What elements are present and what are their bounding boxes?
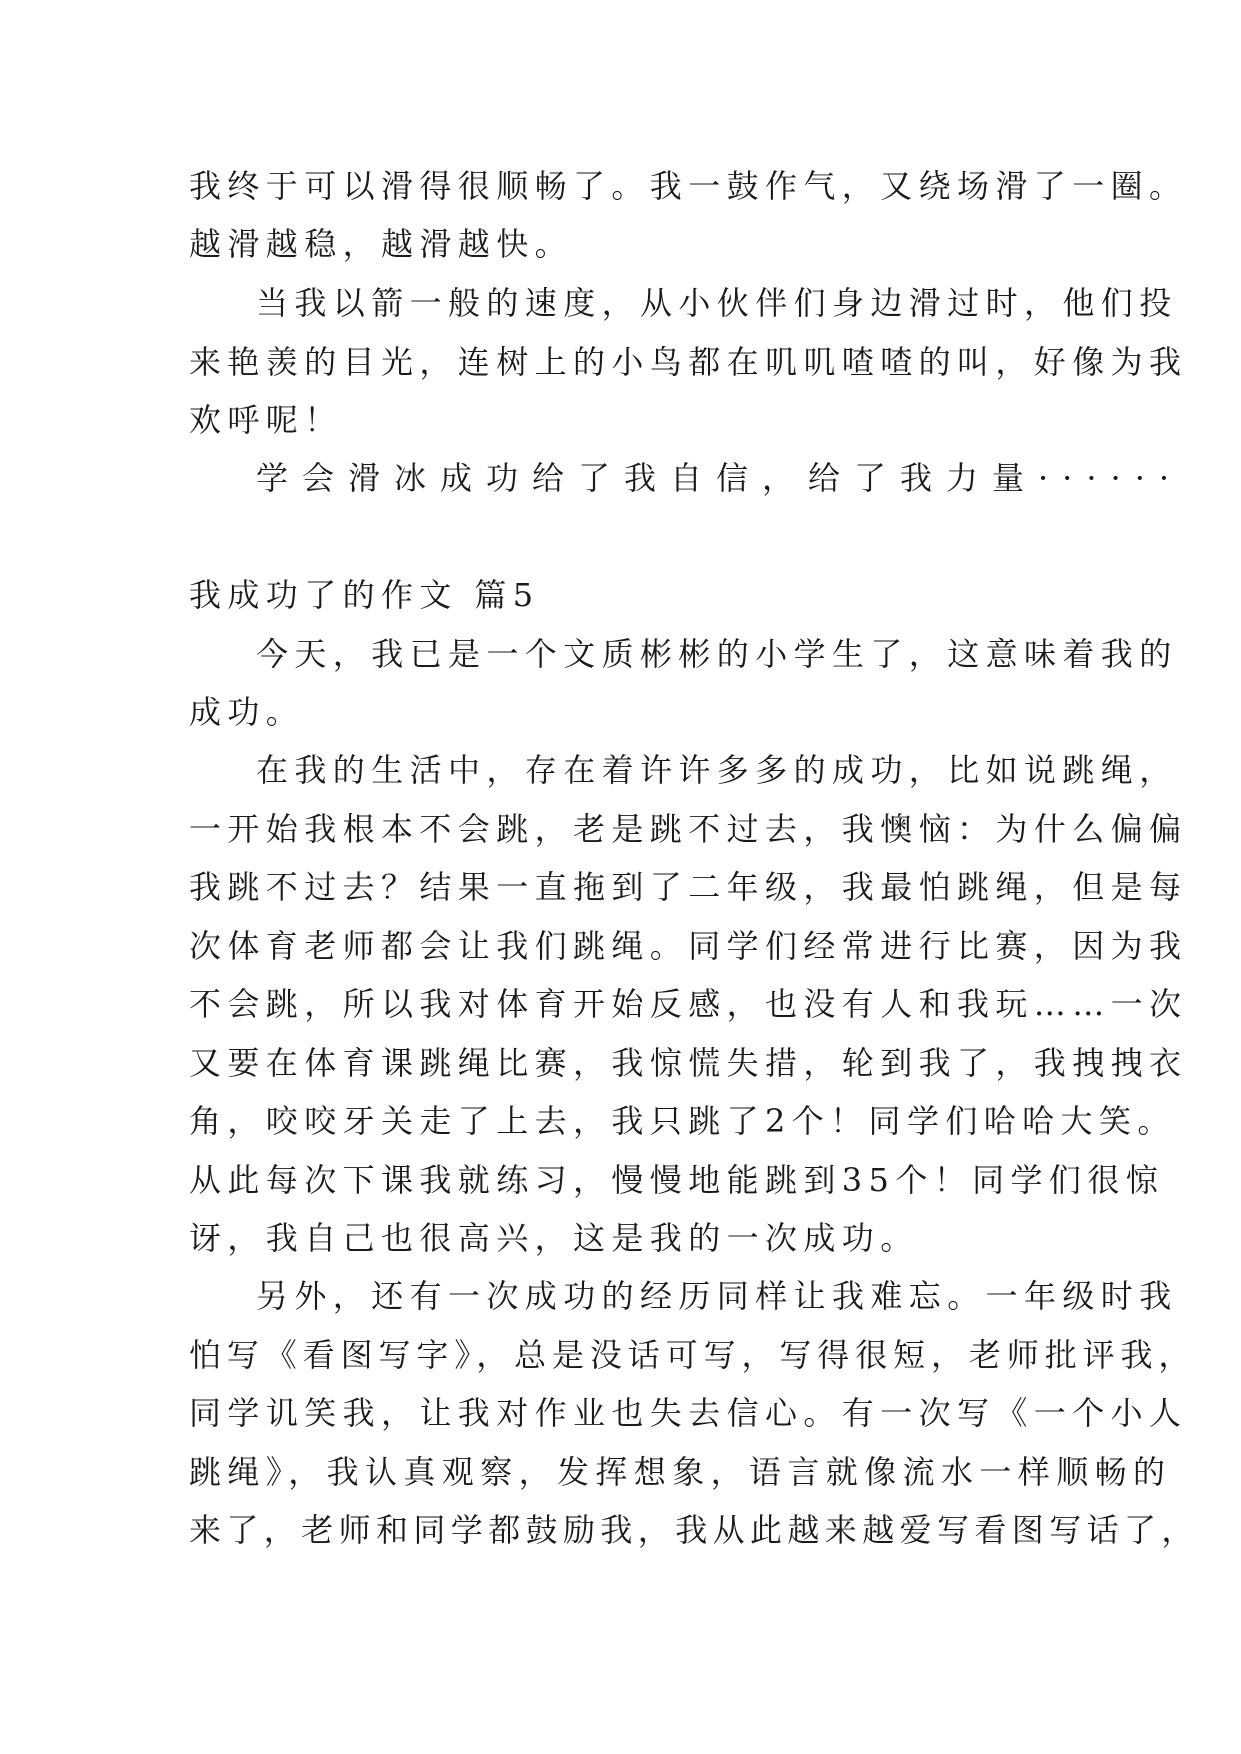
text-line: 一开始我根本不会跳，老是跳不过去，我懊恼：为什么偏偏 [189, 810, 1188, 848]
text-line: 次体育老师都会让我们跳绳。同学们经常进行比赛，因为我 [189, 927, 1188, 965]
text-line: 怕写《看图写字》，总是没话可写，写得很短，老师批评我， [189, 1336, 1197, 1374]
text-line: 从此每次下课我就练习，慢慢地能跳到35个！同学们很惊 [189, 1161, 1165, 1199]
paragraph-start-line: 当我以箭一般的速度，从小伙伴们身边滑过时，他们投 [256, 284, 1178, 322]
text-line: 不会跳，所以我对体育开始反感，也没有人和我玩……一次 [189, 985, 1188, 1023]
text-line: 讶，我自己也很高兴，这是我的一次成功。 [189, 1219, 919, 1257]
paragraph-start-line: 学会滑冰成功给了我自信，给了我力量······ [256, 459, 1184, 497]
paragraph-start-line: 另外，还有一次成功的经历同样让我难忘。一年级时我 [256, 1277, 1178, 1315]
text-line: 又要在体育课跳绳比赛，我惊慌失措，轮到我了，我拽拽衣 [189, 1044, 1188, 1082]
section-heading: 我成功了的作文 篇5 [189, 576, 540, 614]
text-line: 我终于可以滑得很顺畅了。我一鼓作气，又绕场滑了一圈。 [189, 167, 1188, 205]
paragraph-start-line: 在我的生活中，存在着许许多多的成功，比如说跳绳， [256, 751, 1178, 789]
text-line: 同学讥笑我，让我对作业也失去信心。有一次写《一个小人 [189, 1394, 1188, 1432]
text-line: 来了，老师和同学都鼓励我，我从此越来越爱写看图写话了， [189, 1511, 1199, 1549]
text-line: 我跳不过去？结果一直拖到了二年级，我最怕跳绳，但是每 [189, 868, 1188, 906]
text-line: 成功。 [189, 693, 305, 731]
text-line: 角，咬咬牙关走了上去，我只跳了2个！同学们哈哈大笑。 [189, 1102, 1176, 1140]
text-line: 跳绳》，我认真观察，发挥想象，语言就像流水一样顺畅的 [189, 1453, 1172, 1491]
text-line: 越滑越稳，越滑越快。 [189, 225, 574, 263]
paragraph-start-line: 今天，我已是一个文质彬彬的小学生了，这意味着我的 [256, 635, 1178, 673]
text-line: 欢呼呢！ [189, 401, 343, 439]
text-line: 来艳羡的目光，连树上的小鸟都在叽叽喳喳的叫，好像为我 [189, 343, 1188, 381]
